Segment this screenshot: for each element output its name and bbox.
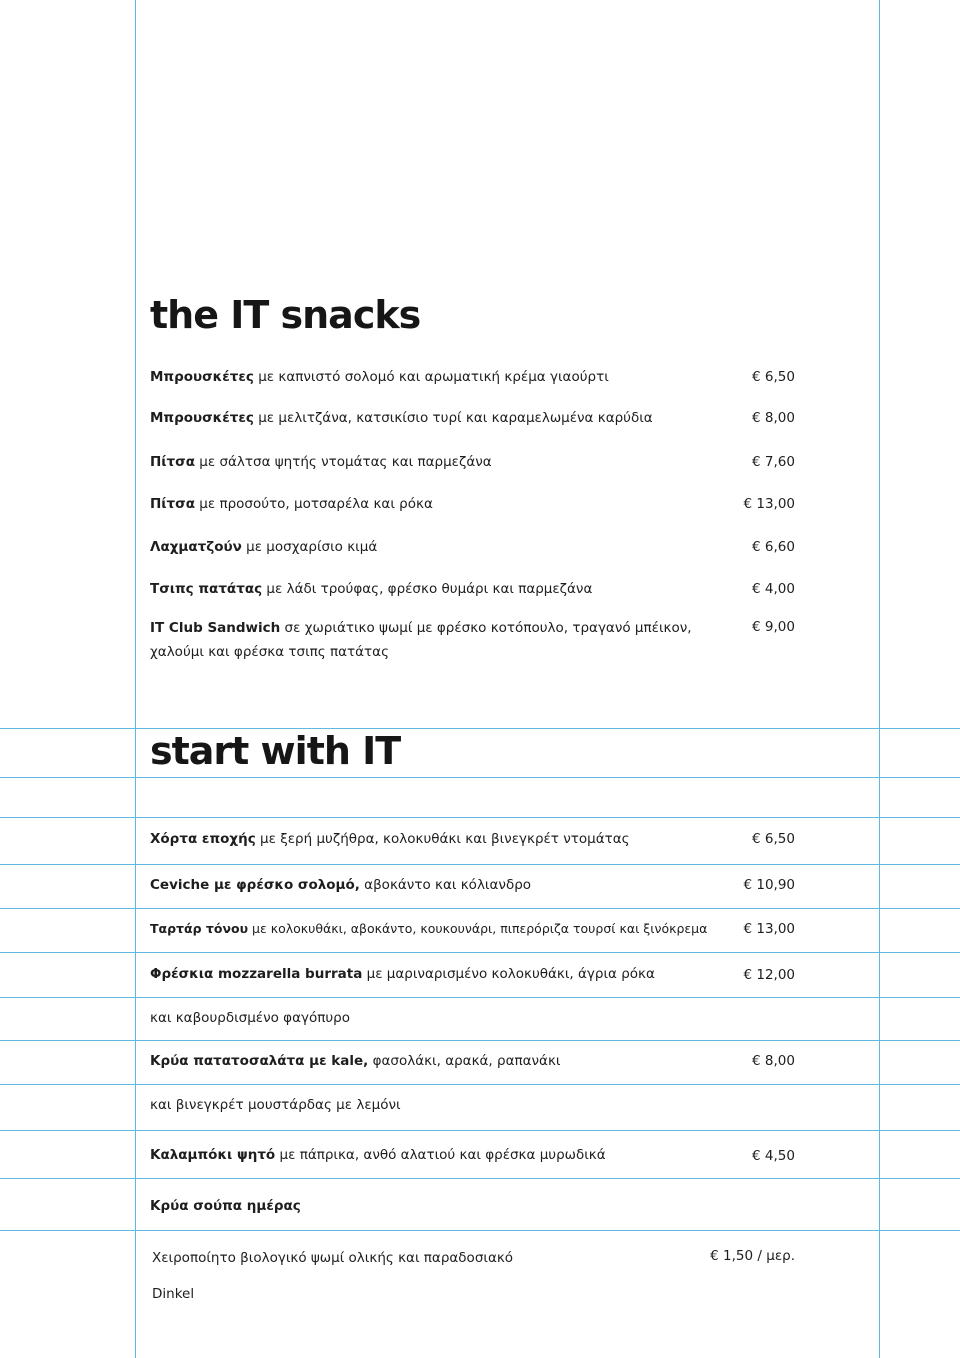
item-desc: με μελιτζάνα, κατσικίσιο τυρί και καραμελωμένα καρύδια [253,410,653,426]
menu-item [150,968,795,982]
item-desc: με σάλτσα ψητής ντομάτας και παρμεζάνα [194,454,492,470]
item-desc: με λάδι τρούφας, φρέσκο θυμάρι και παρμεζάνα [262,581,593,597]
menu-item [150,456,795,470]
menu-item [150,412,795,426]
menu-item [150,616,710,664]
section-title-starters: start with IT [150,729,401,773]
item-price: € 6,50 [752,831,795,847]
item-price: € 6,50 [752,369,795,385]
grid-line [0,777,960,778]
grid-line [0,1040,960,1041]
item-price: € 13,00 [743,921,795,937]
grid-line [0,1084,960,1085]
bread-price: € 1,50 / μερ. [710,1248,795,1264]
item-name: Κρύα σούπα ημέρας [150,1198,301,1214]
grid-line [0,1178,960,1179]
item-name: Πίτσα [150,496,195,512]
menu-item [150,833,795,847]
menu-item [150,541,795,555]
item-desc-continued: και βινεγκρέτ μουστάρδας με λεμόνι [150,1097,401,1113]
item-desc: με κολοκυθάκι, αβοκάντο, κουκουνάρι, πιπερόριζα τουρσί και ξινόκρεμα [248,921,708,936]
item-name: IT Club Sandwich [150,620,281,636]
item-name: Μπρουσκέτες [150,410,254,426]
item-price: € 4,00 [752,581,795,597]
grid-line [0,1130,960,1131]
bread-line: Dinkel [152,1286,195,1302]
item-name: Μπρουσκέτες [150,369,254,385]
grid-line [0,864,960,865]
item-desc: με μαριναρισμένο κολοκυθάκι, άγρια ρόκα [362,966,655,982]
bread-line: Χειροποίητο βιολογικό ψωμί ολικής και παραδοσιακό [152,1250,514,1266]
section-title-snacks: the IT snacks [150,293,421,337]
item-name: Λαχματζούν [150,539,242,555]
item-desc: με μοσχαρίσιο κιμά [241,539,378,555]
menu-item [150,1149,795,1163]
grid-line [0,997,960,998]
item-name: Ταρτάρ τόνου [150,921,249,936]
grid-line [0,908,960,909]
item-name: Φρέσκια mozzarella burrata [150,966,363,982]
item-price: € 9,00 [752,619,795,635]
menu-item [150,1200,795,1214]
item-price: € 4,50 [752,1148,795,1164]
item-name: Τσιπς πατάτας [150,581,263,597]
item-price: € 6,60 [752,539,795,555]
item-price: € 7,60 [752,454,795,470]
item-name: Χόρτα εποχής [150,831,256,847]
item-desc: φασολάκι, αρακά, ραπανάκι [368,1053,561,1069]
item-desc-continued: και καβουρδισμένο φαγόπυρο [150,1010,351,1026]
menu-item [150,923,795,936]
menu-item [150,371,795,385]
item-name: Καλαμπόκι ψητό [150,1147,276,1163]
item-price: € 13,00 [743,496,795,512]
grid-line [879,0,880,1358]
menu-item [150,1055,795,1069]
item-price: € 8,00 [752,410,795,426]
item-desc: με προσούτο, μοτσαρέλα και ρόκα [194,496,433,512]
item-price: € 8,00 [752,1053,795,1069]
menu-item [150,583,795,597]
item-name: Κρύα πατατοσαλάτα με kale, [150,1053,369,1069]
item-desc: αβοκάντο και κόλιανδρο [359,877,532,893]
item-desc: με καπνιστό σολομό και αρωματική κρέμα γιαούρτι [253,369,609,385]
menu-item [150,879,795,893]
grid-line [0,1230,960,1231]
item-name: Πίτσα [150,454,195,470]
item-desc: με ξερή μυζήθρα, κολοκυθάκι και βινεγκρέτ ντομάτας [255,831,630,847]
item-price: € 12,00 [743,967,795,983]
grid-line [0,817,960,818]
menu-item [150,498,795,512]
grid-line [0,728,960,729]
item-desc: με πάπρικα, ανθό αλατιού και φρέσκα μυρωδικά [275,1147,606,1163]
item-price: € 10,90 [743,877,795,893]
grid-line [135,0,136,1358]
item-name: Ceviche με φρέσκο σολομό, [150,877,360,893]
item-desc: σε χωριάτικο ψωμί με φρέσκο κοτόπουλο, τραγανό μπέικον, χαλούμι και φρέσκα τσιπς πατάτας [150,620,692,660]
grid-line [0,952,960,953]
